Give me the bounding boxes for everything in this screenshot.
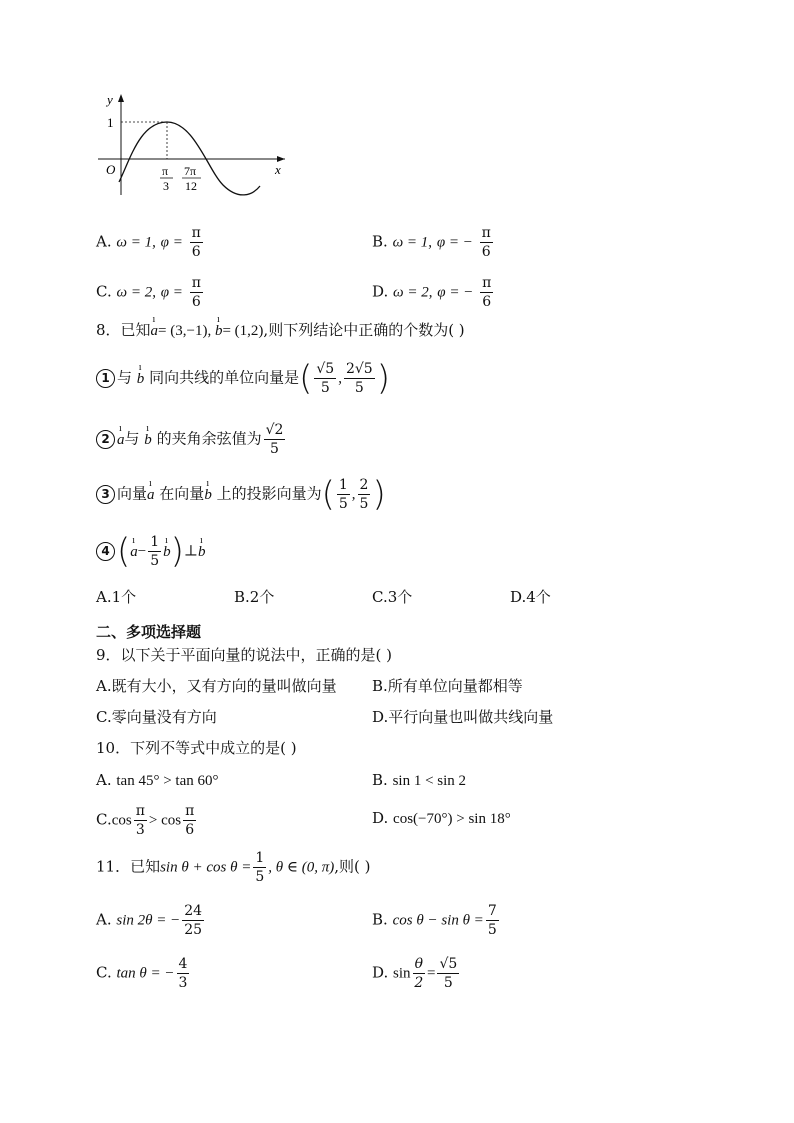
one-label: 1 bbox=[107, 115, 114, 130]
x-label: x bbox=[275, 162, 281, 177]
q7-a-frac: $\frac{\pi}{6}$ bbox=[191, 225, 201, 260]
q8-option-d[interactable]: D.4个 bbox=[510, 588, 551, 606]
q7-a-letter: A. bbox=[96, 232, 112, 251]
tick-7pi12-den: 12 bbox=[185, 179, 197, 193]
q7-option-a[interactable]: A. ω = 1, φ = $\frac{\pi}{6}$ bbox=[96, 225, 201, 260]
q7-c-phi: φ = bbox=[160, 284, 183, 301]
q10-option-d[interactable]: D. cos(−70°) > sin 18° bbox=[372, 809, 511, 827]
q10-option-c[interactable]: C.cos $\frac{\pi}{3}$ > cos $\frac{\pi}{6}$ bbox=[96, 803, 195, 838]
q11-stem: 11．已知sin θ + cos θ = $\frac{1}{5}$ , θ ∈ (0, π),则( ) bbox=[96, 850, 371, 885]
q8-option-b[interactable]: B.2个 bbox=[234, 588, 275, 606]
q8-stem: 8．已知ı a= (3,−1), ı b= (1,2),则下列结论中正确的个数为( ) bbox=[96, 320, 465, 341]
q7-b-letter: B. bbox=[372, 232, 388, 251]
q11-option-a[interactable]: A. sin 2θ = − $\frac{24}{25}$ bbox=[96, 903, 203, 938]
y-label: y bbox=[107, 92, 113, 107]
q7-c-omega: ω = 2 bbox=[116, 284, 153, 301]
q10-option-b[interactable]: B. sin 1 < sin 2 bbox=[372, 771, 467, 789]
origin-label: O bbox=[106, 162, 116, 177]
q8-statement-2: 2ı a与 ı b 的夹角余弦值为 $\frac{√2}{5}$ bbox=[96, 421, 287, 458]
q7-option-b[interactable]: B. ω = 1, φ = − $\frac{\pi}{6}$ bbox=[372, 225, 491, 260]
q10-stem: 10．下列不等式中成立的是( ) bbox=[96, 739, 297, 757]
q9-option-a[interactable]: A.既有大小，又有方向的量叫做向量 bbox=[96, 677, 337, 695]
tick-pi3-num: π bbox=[162, 164, 169, 178]
q9-option-b[interactable]: B.所有单位向量都相等 bbox=[372, 677, 523, 695]
tick-pi3-den: 3 bbox=[163, 179, 169, 193]
circled-1: 1 bbox=[96, 369, 115, 388]
q11-option-d[interactable]: D. sin $\frac{\theta}{2}$ = $\frac{√5}{5}$ bbox=[372, 956, 458, 991]
q7-c-letter: C. bbox=[96, 282, 112, 301]
q7-option-c[interactable]: C. ω = 2, φ = $\frac{\pi}{6}$ bbox=[96, 275, 201, 310]
q7-b-omega: ω = 1 bbox=[392, 234, 429, 251]
q8-option-c[interactable]: C.3个 bbox=[372, 588, 413, 606]
q8-option-a[interactable]: A.1个 bbox=[96, 588, 137, 606]
q7-b-frac: $\frac{\pi}{6}$ bbox=[481, 225, 491, 260]
q8-statement-4: 4 (ı a− $\frac{1}{5}$ ı b)⊥ı b bbox=[96, 533, 206, 570]
q11-option-c[interactable]: C. tan θ = − $\frac{4}{3}$ bbox=[96, 956, 188, 991]
q11-option-b[interactable]: B. cos θ − sin θ = $\frac{7}{5}$ bbox=[372, 903, 497, 938]
q9-option-d[interactable]: D.平行向量也叫做共线向量 bbox=[372, 708, 554, 726]
q7-d-letter: D. bbox=[372, 282, 389, 301]
q8-statement-1: 1 与 ı b 同向共线的单位向量是( $\frac{√5}{5}$ , $\frac{2√5}{5}$ ) bbox=[96, 360, 390, 397]
q9-stem: 9．以下关于平面向量的说法中，正确的是( ) bbox=[96, 646, 393, 664]
circled-3: 3 bbox=[96, 485, 115, 504]
q7-option-d[interactable]: D. ω = 2, φ = − $\frac{\pi}{6}$ bbox=[372, 275, 492, 310]
sine-graph bbox=[90, 90, 300, 205]
q7-a-omega: ω = 1 bbox=[116, 234, 153, 251]
q7-d-omega: ω = 2 bbox=[393, 284, 429, 301]
q8-statement-3: 3 向量ı a 在向量ı b 上的投影向量为( $\frac{1}{5}$ , $\frac{2}{5}$ ) bbox=[96, 476, 386, 513]
q9-option-c[interactable]: C.零向量没有方向 bbox=[96, 708, 217, 726]
section-heading: 二、多项选择题 bbox=[96, 623, 202, 641]
q7-d-frac: $\frac{\pi}{6}$ bbox=[482, 275, 492, 310]
q7-d-phi: φ = − bbox=[437, 284, 474, 301]
tick-7pi12-num: 7π bbox=[184, 164, 197, 178]
q7-a-phi: φ = bbox=[160, 234, 183, 251]
circled-4: 4 bbox=[96, 542, 115, 561]
circled-2: 2 bbox=[96, 430, 115, 449]
q7-b-phi: φ = − bbox=[436, 234, 473, 251]
q7-c-frac: $\frac{\pi}{6}$ bbox=[191, 275, 201, 310]
q10-option-a[interactable]: A. tan 45° > tan 60° bbox=[96, 771, 219, 789]
y-axis-arrow bbox=[118, 94, 124, 102]
